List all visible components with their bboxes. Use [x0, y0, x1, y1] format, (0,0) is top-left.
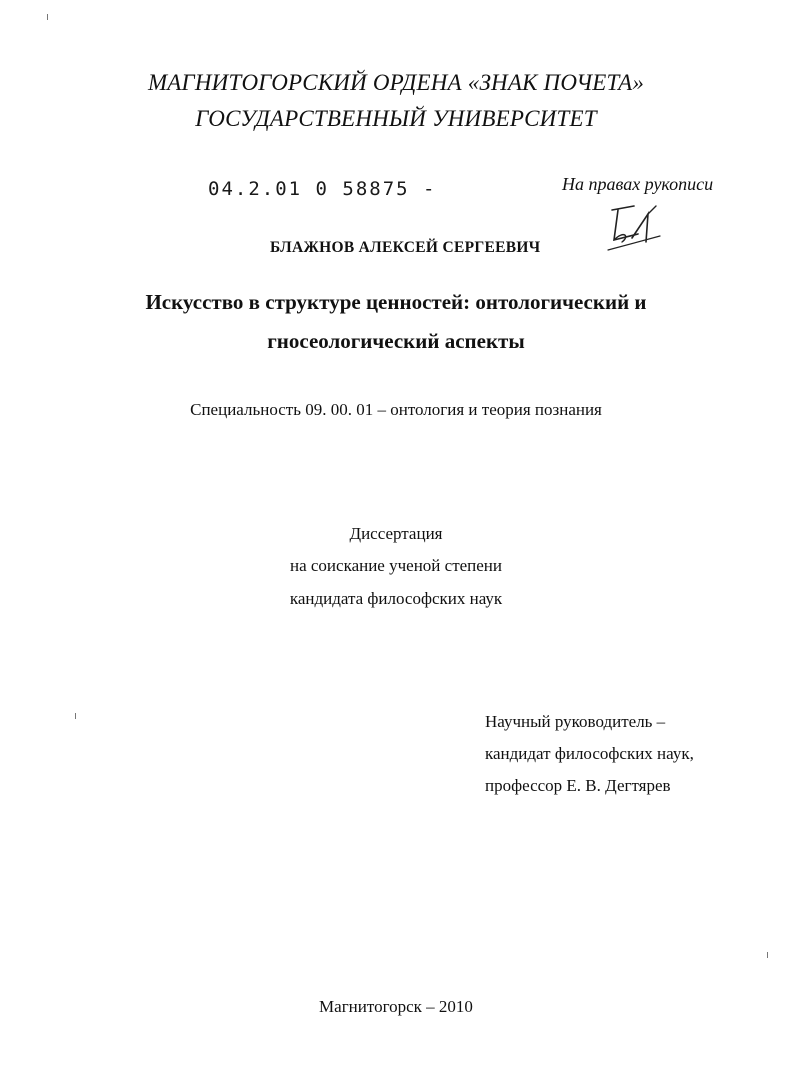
advisor-degree: кандидат философских наук,: [485, 744, 694, 763]
registration-number: 04.2.01 0 58875 -: [208, 178, 437, 200]
degree-purpose-line: на соискание ученой степени: [289, 556, 503, 575]
author-name: БЛАЖНОВ АЛЕКСЕЙ СЕРГЕЕВИЧ: [270, 239, 541, 256]
specialty-line: Специальность 09. 00. 01 – онтология и теория познания: [190, 400, 602, 419]
advisor-label: Научный руководитель –: [485, 712, 666, 731]
thesis-title-line2: гносеологический аспекты: [267, 329, 525, 353]
degree-name-line: кандидата философских наук: [289, 589, 503, 608]
scan-speck: [47, 14, 48, 20]
dissertation-label: Диссертация: [349, 524, 443, 543]
manuscript-rights-note: На правах рукописи: [562, 174, 714, 194]
signature-mark: [600, 200, 670, 258]
scan-speck: [767, 952, 768, 958]
scan-speck: [75, 713, 76, 719]
thesis-title-line1: Искусство в структуре ценностей: онтологический и: [145, 290, 647, 314]
university-name-line1: МАГНИТОГОРСКИЙ ОРДЕНА «ЗНАК ПОЧЕТА»: [147, 70, 645, 95]
university-name-line2: ГОСУДАРСТВЕННЫЙ УНИВЕРСИТЕТ: [195, 106, 597, 131]
city-and-year: Магнитогорск – 2010: [319, 997, 473, 1016]
advisor-name: профессор Е. В. Дегтярев: [485, 776, 671, 795]
